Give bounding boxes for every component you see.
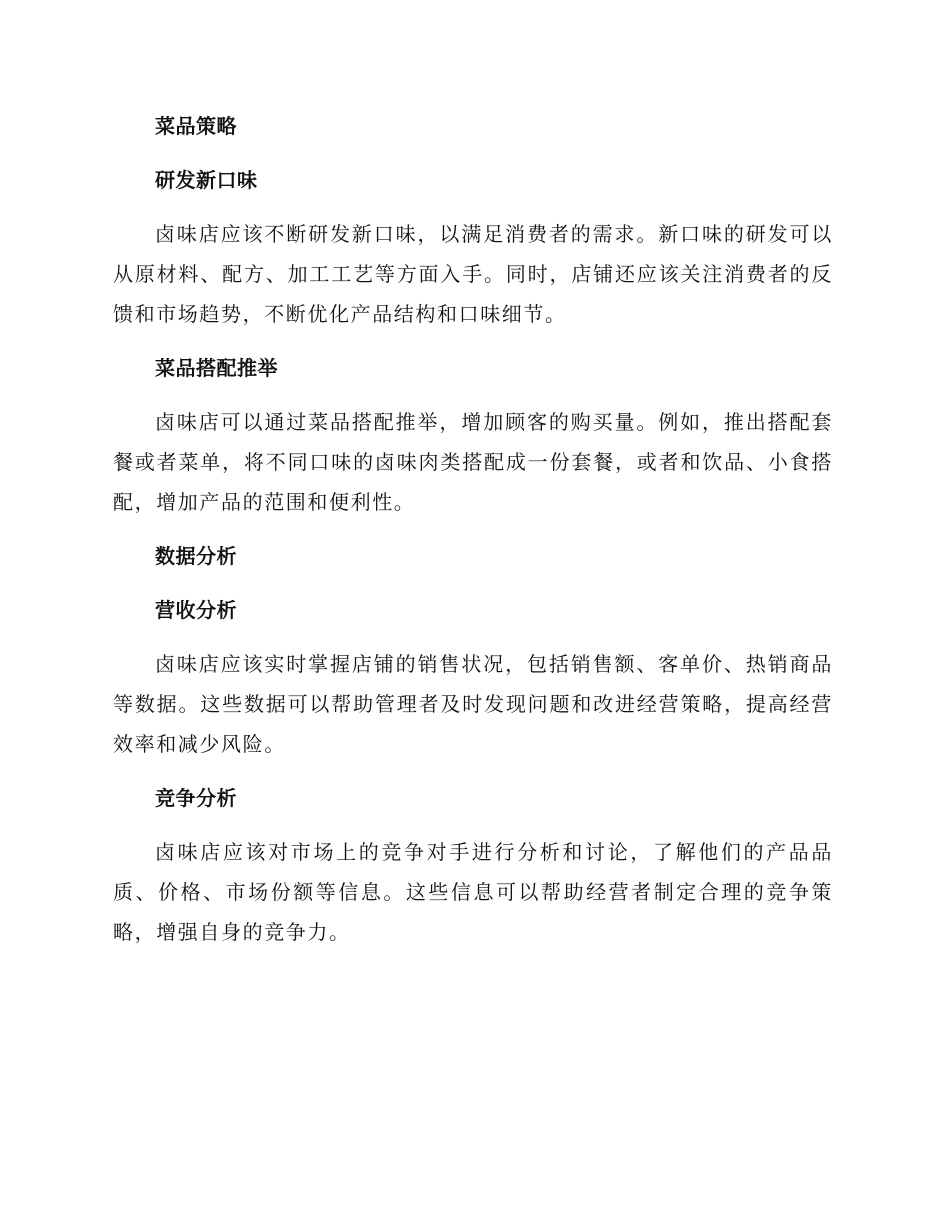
subheading-dish-pairing: 菜品搭配推举 [155, 356, 278, 380]
paragraph-revenue-analysis: 卤味店应该实时掌握店铺的销售状况，包括销售额、客单价、热销商品等数据。这些数据可以帮助管理者及时发现问题和改进经营策略，提高经营效率和减少风险。 [113, 652, 833, 756]
subheading-revenue-analysis: 营收分析 [155, 598, 237, 622]
document-body [113, 106, 833, 952]
paragraph-competition-analysis: 卤味店应该对市场上的竞争对手进行分析和讨论，了解他们的产品品质、价格、市场份额等信息。这些信息可以帮助经营者制定合理的竞争策略，增强自身的竞争力。 [113, 840, 833, 944]
subheading-competition-analysis: 竞争分析 [155, 786, 237, 810]
paragraph-dish-pairing: 卤味店可以通过菜品搭配推举，增加顾客的购买量。例如，推出搭配套餐或者菜单，将不同口味的卤味肉类搭配成一份套餐，或者和饮品、小食搭配，增加产品的范围和便利性。 [113, 410, 833, 514]
section-heading-dish-strategy: 菜品策略 [155, 114, 237, 138]
section-heading-data-analysis: 数据分析 [155, 544, 237, 568]
subheading-new-flavors: 研发新口味 [155, 168, 258, 192]
paragraph-new-flavors: 卤味店应该不断研发新口味，以满足消费者的需求。新口味的研发可以从原材料、配方、加工工艺等方面入手。同时，店铺还应该关注消费者的反馈和市场趋势，不断优化产品结构和口味细节。 [113, 222, 833, 326]
